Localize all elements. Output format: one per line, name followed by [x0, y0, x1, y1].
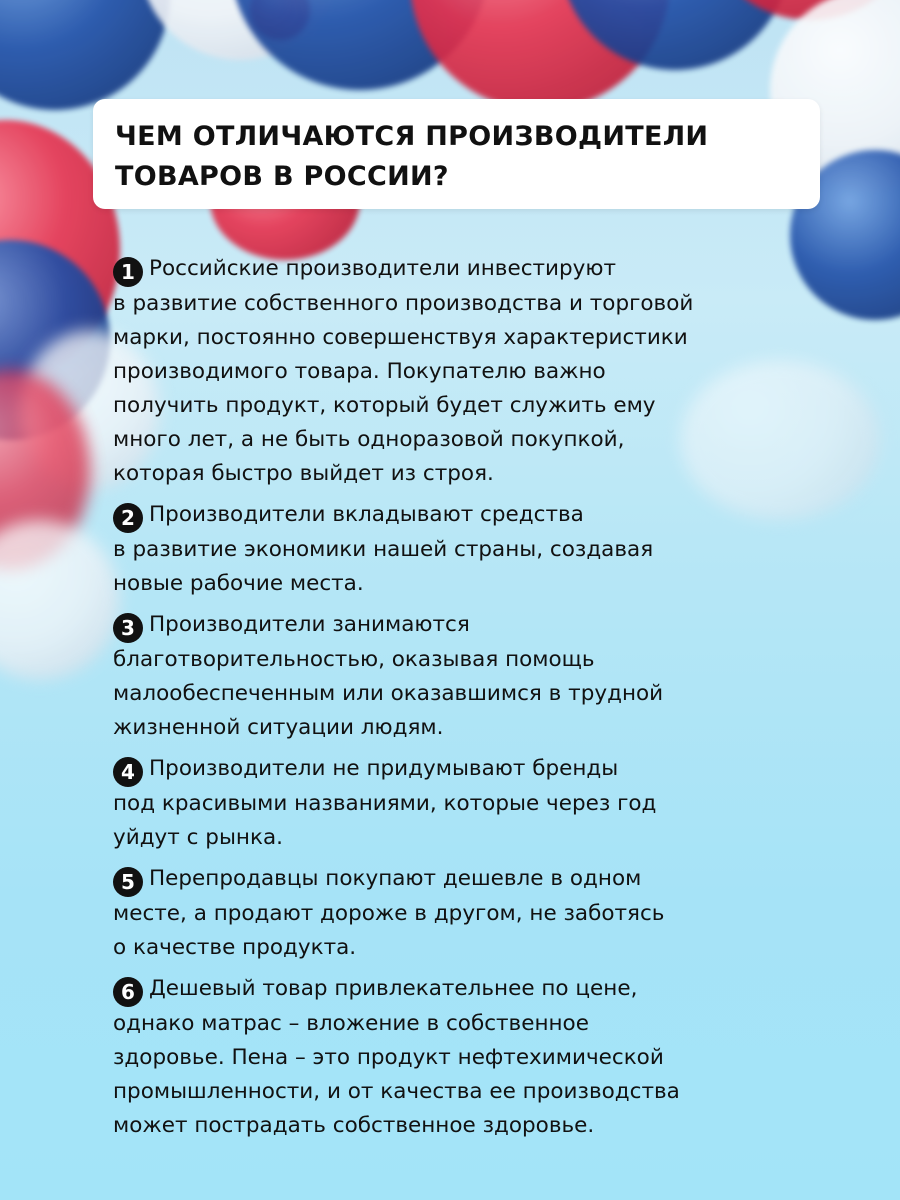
title-card: [93, 99, 820, 209]
number-badge-icon: 3: [113, 613, 143, 643]
balloon-blue: [0, 0, 170, 110]
number-badge-icon: 4: [113, 757, 143, 787]
list-item: [113, 498, 873, 601]
items-list: [113, 252, 873, 1150]
list-item: [113, 608, 873, 745]
number-badge-icon: 6: [113, 977, 143, 1007]
item-text: Перепродавцы покупают дешевле в одном месте, а продают дороже в другом, не заботясь о качестве продукта.: [113, 866, 665, 960]
list-item: [113, 752, 873, 855]
list-item: [113, 252, 873, 491]
number-badge-icon: 2: [113, 503, 143, 533]
list-item: [113, 972, 873, 1143]
item-text: Российские производители инвестируют в развитие собственного производства и торговой марки, постоянно совершенствуя характеристики производимого товара. Покупателю важно получить продукт, который будет служить ему много лет, а не быть одноразовой покупкой, которая быстро выйдет из строя.: [113, 256, 694, 486]
item-text: Производители занимаются благотворительностью, оказывая помощь малообеспеченным или оказавшимся в трудной жизненной ситуации людям.: [113, 612, 664, 740]
number-badge-icon: 1: [113, 257, 143, 287]
list-item: [113, 862, 873, 965]
page-title: ЧЕМ ОТЛИЧАЮТСЯ ПРОИЗВОДИТЕЛИ ТОВАРОВ В РОССИИ?: [115, 121, 709, 192]
item-text: Дешевый товар привлекательнее по цене, однако матрас – вложение в собственное здоровье. Пена – это продукт нефтехимической промышленности, и от качества ее производства может пострадать собственное здоровье.: [113, 976, 680, 1138]
item-text: Производители не придумывают бренды под красивыми названиями, которые через год уйдут с рынка.: [113, 756, 657, 850]
number-badge-icon: 5: [113, 867, 143, 897]
item-text: Производители вкладывают средства в развитие экономики нашей страны, создавая новые рабочие места.: [113, 502, 654, 596]
balloon-white: [0, 520, 120, 680]
